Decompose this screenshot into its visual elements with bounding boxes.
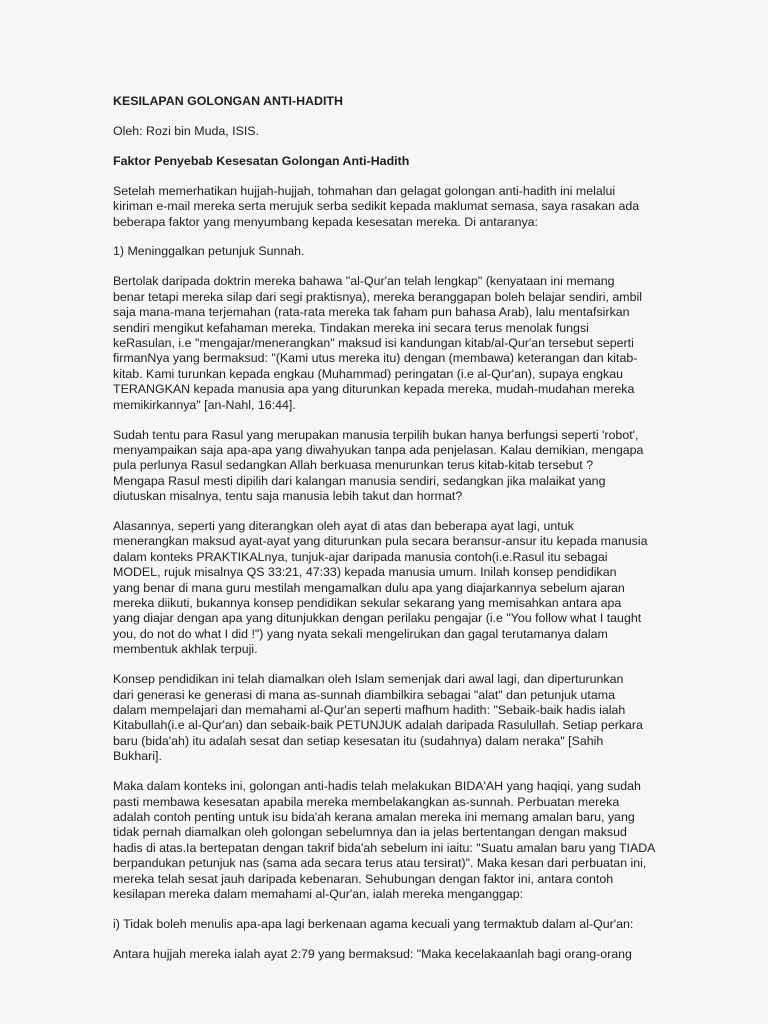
text-line: Bertolak daripada doktrin mereka bahawa "al-Qur'an telah lengkap" (kenyataan ini memang	[113, 274, 615, 289]
document-title: KESILAPAN GOLONGAN ANTI-HADITH	[113, 94, 343, 108]
paragraph	[113, 947, 728, 962]
paragraph	[113, 917, 728, 932]
paragraph	[113, 672, 728, 764]
text-line: benar tetapi mereka silap dari segi praktisnya), mereka beranggapan boleh belajar sendiri, ambil	[113, 289, 642, 304]
text-line: 1) Meninggalkan petunjuk Sunnah.	[113, 244, 305, 259]
text-line: Konsep pendidikan ini telah diamalkan oleh Islam semenjak dari awal lagi, dan diperturunkan	[113, 672, 624, 687]
paragraph	[113, 779, 728, 902]
text-line: dari generasi ke generasi di mana as-sunnah diambilkira sebagai "alat" dan petunjuk utama	[113, 687, 615, 702]
text-line: kiriman e-mail mereka serta merujuk serba sedikit kepada maklumat semasa, saya rasakan ada	[113, 199, 640, 214]
text-line: Setelah memerhatikan hujjah-hujjah, tohmahan dan gelagat golongan anti-hadith ini melalui	[113, 183, 616, 198]
text-line: keRasulan, i.e "mengajar/menerangkan" maksud isi kandungan kitab/al-Qur'an tersebut seperti	[113, 335, 634, 350]
paragraph	[113, 184, 728, 230]
document-author: Oleh: Rozi bin Muda, ISIS.	[113, 123, 260, 138]
text-line: Antara hujjah mereka ialah ayat 2:79 yang bermaksud: "Maka kecelakaanlah bagi orang-orang	[113, 946, 632, 961]
text-line: menyampaikan saja apa-apa yang diwahyukan tanpa ada penjelasan. Kalau demikian, mengapa	[113, 442, 644, 457]
text-line: Maka dalam konteks ini, golongan anti-hadis telah melakukan BIDA'AH yang haqiqi, yang sudah	[113, 779, 641, 794]
text-line: firmanNya yang bermaksud: "(Kami utus mereka itu) dengan (membawa) keterangan dan kitab-	[113, 351, 638, 366]
text-line: saja mana-mana terjemahan (rata-rata mereka tak faham pun bahasa Arab), lalu mentafsirkan	[113, 305, 630, 320]
text-line: adalah contoh penting untuk isu bida'ah kerana amalan mereka ini memang amalan baru, yang	[113, 809, 635, 824]
text-line: Mengapa Rasul mesti dipilih dari kalangan manusia sendiri, sedangkan jika malaikat yang	[113, 473, 606, 488]
paragraph	[113, 519, 728, 658]
text-line: Kitabullah(i.e al-Qur'an) dan sebaik-baik PETUNJUK adalah daripada Rasulullah. Setiap perkara	[113, 718, 643, 733]
document-body	[113, 184, 728, 962]
text-line: baru (bida'ah) itu adalah sesat dan setiap kesesatan itu (sudahnya) dalam neraka" [Sahih	[113, 733, 604, 748]
paragraph	[113, 244, 728, 259]
text-line: membentuk akhlak terpuji.	[113, 642, 258, 657]
text-line: you, do not do what I did !") yang nyata sekali mengelirukan dan gagal terutamanya dalam	[113, 626, 608, 641]
text-line: diutuskan misalnya, tentu saja manusia lebih takut dan hormat?	[113, 489, 463, 504]
text-line: yang diajar dengan apa yang ditunjukkan dengan perilaku pengajar (i.e "You follow what I taught	[113, 611, 642, 626]
text-line: mereka diikuti, bukannya konsep pendidikan sekular sekarang yang memisahkan antara apa	[113, 596, 622, 611]
text-line: berpandukan petunjuk nas (sama ada secara terus atau tersirat)". Maka kesan dari perbuatan ini,	[113, 856, 647, 871]
paragraph	[113, 428, 728, 505]
text-line: Alasannya, seperti yang diterangkan oleh ayat di atas dan beberapa ayat lagi, untuk	[113, 519, 574, 534]
text-line: beberapa faktor yang menyumbang kepada kesesatan mereka. Di antaranya:	[113, 214, 538, 229]
text-line: memikirkannya" [an-Nahl, 16:44].	[113, 397, 296, 412]
text-line: Bukhari].	[113, 749, 162, 764]
text-line: menerangkan maksud ayat-ayat yang diturunkan pula secara beransur-ansur itu kepada manusia	[113, 534, 648, 549]
text-line: dalam konteks PRAKTIKALnya, tunjuk-ajar daripada manusia contoh(i.e.Rasul itu sebagai	[113, 549, 608, 564]
text-line: kesilapan mereka dalam memahami al-Qur'an, ialah mereka menganggap:	[113, 886, 524, 901]
text-line: hadis di atas.Ia bertepatan dengan takrif bida'ah sebelum ini iaitu: "Suatu amalan baru yang TIADA	[113, 840, 656, 855]
section-heading: Faktor Penyebab Kesesatan Golongan Anti-Hadith	[113, 153, 410, 168]
text-line: pula perlunya Rasul sedangkan Allah berkuasa menurunkan terus kitab-kitab tersebut ?	[113, 458, 594, 473]
text-line: kitab. Kami turunkan kepada engkau (Muhammad) peringatan (i.e al-Qur'an), supaya engkau	[113, 366, 623, 381]
text-line: sendiri mengikut kefahaman mereka. Tindakan mereka ini secara terus menolak fungsi	[113, 320, 589, 335]
text-line: i) Tidak boleh menulis apa-apa lagi berkenaan agama kecuali yang termaktub dalam al-Qur'an:	[113, 916, 634, 931]
text-line: pasti membawa kesesatan apabila mereka membelakangkan as-sunnah. Perbuatan mereka	[113, 794, 620, 809]
text-line: MODEL, rujuk misalnya QS 33:21, 47:33) kepada manusia umum. Inilah konsep pendidikan	[113, 565, 617, 580]
text-line: yang benar di mana guru mestilah mengamalkan dulu apa yang diajarkannya sebelum ajaran	[113, 580, 625, 595]
text-line: mereka telah sesat jauh daripada kebenaran. Sehubungan dengan faktor ini, antara contoh	[113, 871, 614, 886]
text-line: Sudah tentu para Rasul yang merupakan manusia terpilih bukan hanya berfungsi seperti 'robot',	[113, 427, 639, 442]
text-line: tidak pernah diamalkan oleh golongan sebelumnya dan ia jelas bertentangan dengan maksud	[113, 825, 627, 840]
paragraph	[113, 274, 728, 413]
text-line: dalam mempelajari dan memahami al-Qur'an seperti mafhum hadith: "Sebaik-baik hadis ialah	[113, 703, 626, 717]
text-line: TERANGKAN kepada manusia apa yang diturunkan kepada mereka, mudah-mudahan mereka	[113, 382, 635, 397]
